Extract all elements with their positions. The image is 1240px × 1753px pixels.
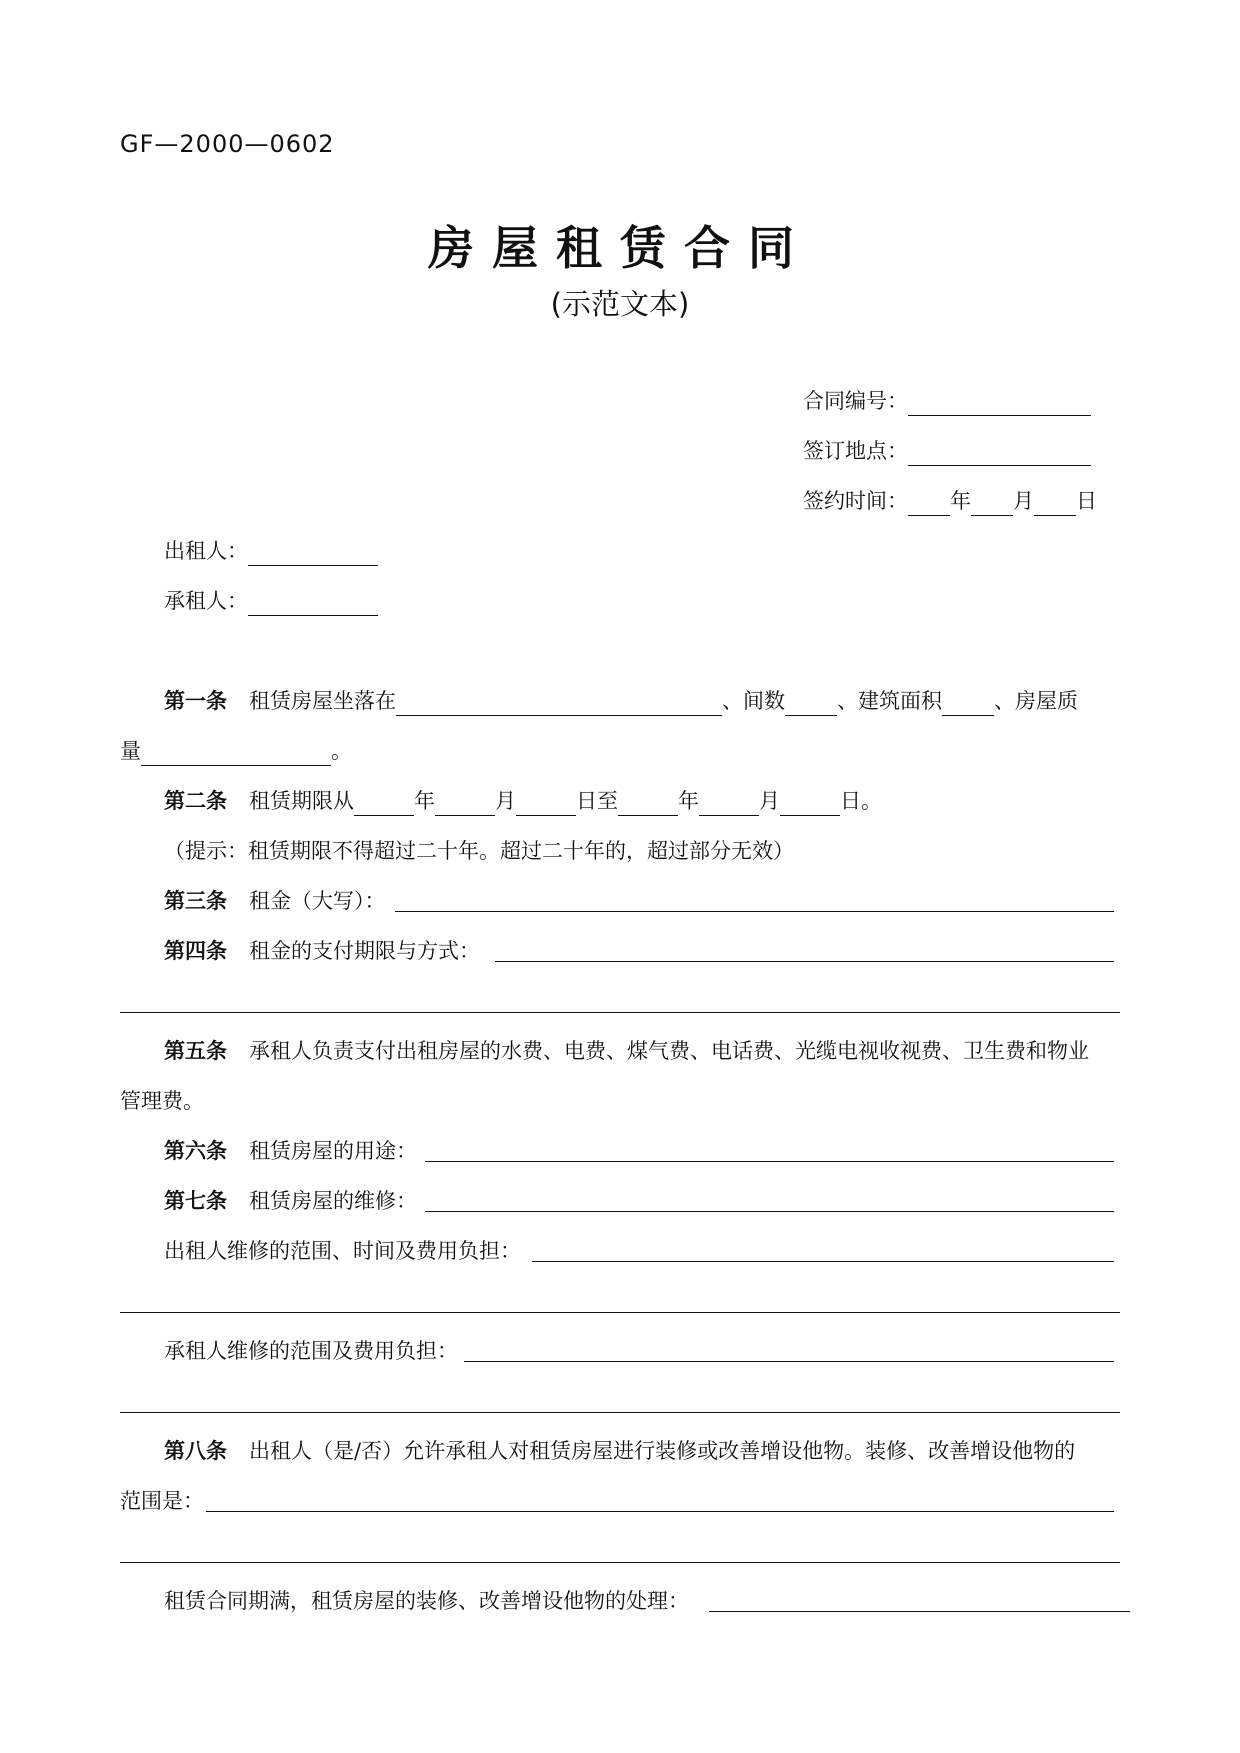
article-6-label: 第六条 [164,1139,227,1163]
end-year-field[interactable] [618,785,678,816]
start-month-field[interactable] [435,785,495,816]
article-7-text: 租赁房屋的维修： [249,1189,417,1213]
usage-field[interactable] [425,1160,1114,1162]
article-1 [164,680,1120,722]
lessee-maintenance-field[interactable] [464,1360,1114,1362]
contract-no-label: 合同编号： [803,389,908,413]
expiry-handling-field[interactable] [709,1610,1130,1612]
maintenance-field[interactable] [425,1210,1114,1212]
lessor-maintenance-row [164,1230,1120,1272]
lessee-maintenance-field-line2[interactable] [120,1412,1120,1413]
end-month-label: 月 [759,789,780,813]
area-label: 、建筑面积 [837,689,942,713]
lessor-maintenance-label: 出租人维修的范围、时间及费用负担： [164,1239,521,1263]
sign-place-field[interactable] [908,435,1091,466]
lessor-field[interactable] [248,535,378,566]
lessee-field[interactable] [248,585,378,616]
lessor-row [164,530,1120,572]
sign-year-field[interactable] [908,485,950,516]
rooms-field[interactable] [785,685,837,716]
sign-place-label: 签订地点： [803,439,908,463]
article-2-label: 第二条 [164,789,227,813]
payment-method-field-line2[interactable] [120,1012,1120,1013]
lessee-label: 承租人： [164,589,248,613]
article-8-cont-text: 范围是： [120,1489,204,1513]
article-5-cont: 管理费。 [120,1089,204,1113]
article-4-label: 第四条 [164,939,227,963]
end-day-label: 日。 [840,789,882,813]
article-2-hint: （提示：租赁期限不得超过二十年。超过二十年的，超过部分无效） [164,839,794,863]
start-day-field[interactable] [516,785,576,816]
day-label: 日 [1076,489,1097,513]
article-5 [164,1030,1120,1072]
payment-method-field[interactable] [495,960,1114,962]
article-4-text: 租金的支付期限与方式： [249,939,480,963]
sign-month-field[interactable] [971,485,1013,516]
page-title: 房屋租赁合同 [428,221,812,275]
sign-day-field[interactable] [1034,485,1076,516]
area-field[interactable] [942,685,994,716]
article-7-label: 第七条 [164,1189,227,1213]
article-8 [164,1430,1120,1472]
lessor-maintenance-field[interactable] [532,1260,1114,1262]
document-code: GF—2000—0602 [120,130,335,158]
start-year-label: 年 [414,789,435,813]
article-8-cont [120,1480,1120,1522]
contract-no-field[interactable] [908,385,1091,416]
renovation-scope-field[interactable] [206,1510,1114,1512]
lessor-label: 出租人： [164,539,248,563]
quality-field[interactable] [141,735,331,766]
article-6-text: 租赁房屋的用途： [249,1139,417,1163]
end-year-label: 年 [678,789,699,813]
end-month-field[interactable] [699,785,759,816]
article-2-text: 租赁期限从 [249,789,354,813]
article-2 [164,780,1120,822]
rent-amount-field[interactable] [395,910,1114,912]
article-8-expiry [164,1580,1120,1622]
article-7 [164,1180,1120,1222]
start-year-field[interactable] [354,785,414,816]
sign-time-label: 签约时间： [803,489,908,513]
contract-no-row [803,380,1133,422]
lessee-row [164,580,1120,622]
article-8-expiry-label: 租赁合同期满，租赁房屋的装修、改善增设他物的处理： [164,1589,689,1613]
article-3-text: 租金（大写）： [249,889,386,913]
month-label: 月 [1013,489,1034,513]
article-1-label: 第一条 [164,689,227,713]
article-8-label: 第八条 [164,1439,227,1463]
location-field[interactable] [396,685,722,716]
lessee-maintenance-row [164,1330,1120,1372]
start-month-label: 月 [495,789,516,813]
article-5-label: 第五条 [164,1039,227,1063]
article-1-end: 。 [331,739,352,763]
start-day-label: 日至 [576,789,618,813]
article-6 [164,1130,1120,1172]
quality-label: 、房屋质 [994,689,1078,713]
lessor-maintenance-field-line2[interactable] [120,1312,1120,1313]
article-8-text: 出租人（是/否）允许承租人对租赁房屋进行装修或改善增设他物。装修、改善增设他物的 [249,1439,1076,1463]
lessee-maintenance-label: 承租人维修的范围及费用负担： [164,1339,458,1363]
article-1-cont [120,730,1120,772]
article-1-cont-text: 量 [120,739,141,763]
article-3-label: 第三条 [164,889,227,913]
page-subtitle: (示范文本) [550,287,690,321]
renovation-scope-field-line2[interactable] [120,1562,1120,1563]
article-3 [164,880,1120,922]
end-day-field[interactable] [780,785,840,816]
article-4 [164,930,1120,972]
sign-place-row [803,430,1133,472]
year-label: 年 [950,489,971,513]
article-5-text: 承租人负责支付出租房屋的水费、电费、煤气费、电话费、光缆电视收视费、卫生费和物业 [249,1039,1089,1063]
article-1-text: 租赁房屋坐落在 [249,689,396,713]
sign-time-row [803,480,1133,522]
rooms-label: 、间数 [722,689,785,713]
